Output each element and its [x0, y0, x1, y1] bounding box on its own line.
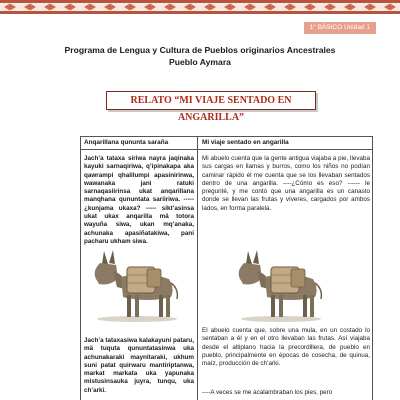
donkey-illustration	[231, 249, 329, 323]
aymara-column-heading: Anqarillana qununta saraña	[84, 139, 169, 146]
andean-pattern-border	[0, 0, 400, 14]
story-title-banner	[106, 91, 316, 123]
aymara-paragraph-1: Jach’a tataxa siriwa nayra jaqinaka kayuki sarnaqiriwa, q’ipinakapa aka qawrampi qhalilumpi apasinirinwa, wawanaka jani ratuki sarnaqasiirinsa ukat anqarillana manqhana qununtata sariiriwa. -----¿kunjama ukaxa? ----- sikt’asinsa ukat ukax anqarilla mä totora wayuña siwa, ukan mq’anaka, achunaka apasiñatakiwa, pani pacharu ukham siwa.	[84, 155, 194, 245]
spanish-column-heading: Mi viaje sentado en angarilla	[202, 139, 289, 146]
donkey-illustration	[87, 249, 185, 323]
header-divider	[81, 149, 372, 150]
spanish-paragraph-1: Mi abuelo cuenta que la gente antigua viajaba a pie, llevaba sus cargas en llamas y burros, como los niños no podían caminar rápido él me cuenta que se los llevaban sentados dentro de una angarilla. ----¿Cómo es eso? ------ le pregunté, y me contó que una angarilla es un canasto donde se llevan las frutas y víveres, cargados por ambos lados, en forma paralela.	[202, 155, 370, 212]
story-title: RELATO “MI VIAJE SENTADO EN ANGARILLA”	[130, 95, 292, 123]
bilingual-story-table	[80, 136, 373, 400]
town-title: Pueblo Aymara	[169, 57, 231, 67]
spanish-paragraph-3: ----A veces se me acalambraban los pies, pero	[202, 389, 333, 396]
spanish-paragraph-2: El abuelo cuenta que, sobre una mula, en un costado lo sentaban a él y en el otro llevaban las frutas. Así viajaba desde el altiplano hacia la precordillera, de pueblo en pueblo, principalmente en épocas de cosecha, de quinua, maíz, producción de ch’arki.	[202, 327, 370, 368]
program-title: Programa de Lengua y Cultura de Pueblos originarios Ancestrales	[64, 45, 336, 55]
column-divider	[197, 137, 198, 400]
grade-unit-badge: 1° BÁSICO Unidad 1	[304, 22, 376, 34]
aymara-paragraph-2: Jach’a tataxasiwa kalakayuni pataru, mä tuquta qununtatasinwa uka achunakaraki maynitaraki, ukhum suni patat quirwaru mantiriptanwa, markat markata uka yapunaka mistusinsauka juyra, tunqu, uka ch’arki.	[84, 337, 194, 394]
